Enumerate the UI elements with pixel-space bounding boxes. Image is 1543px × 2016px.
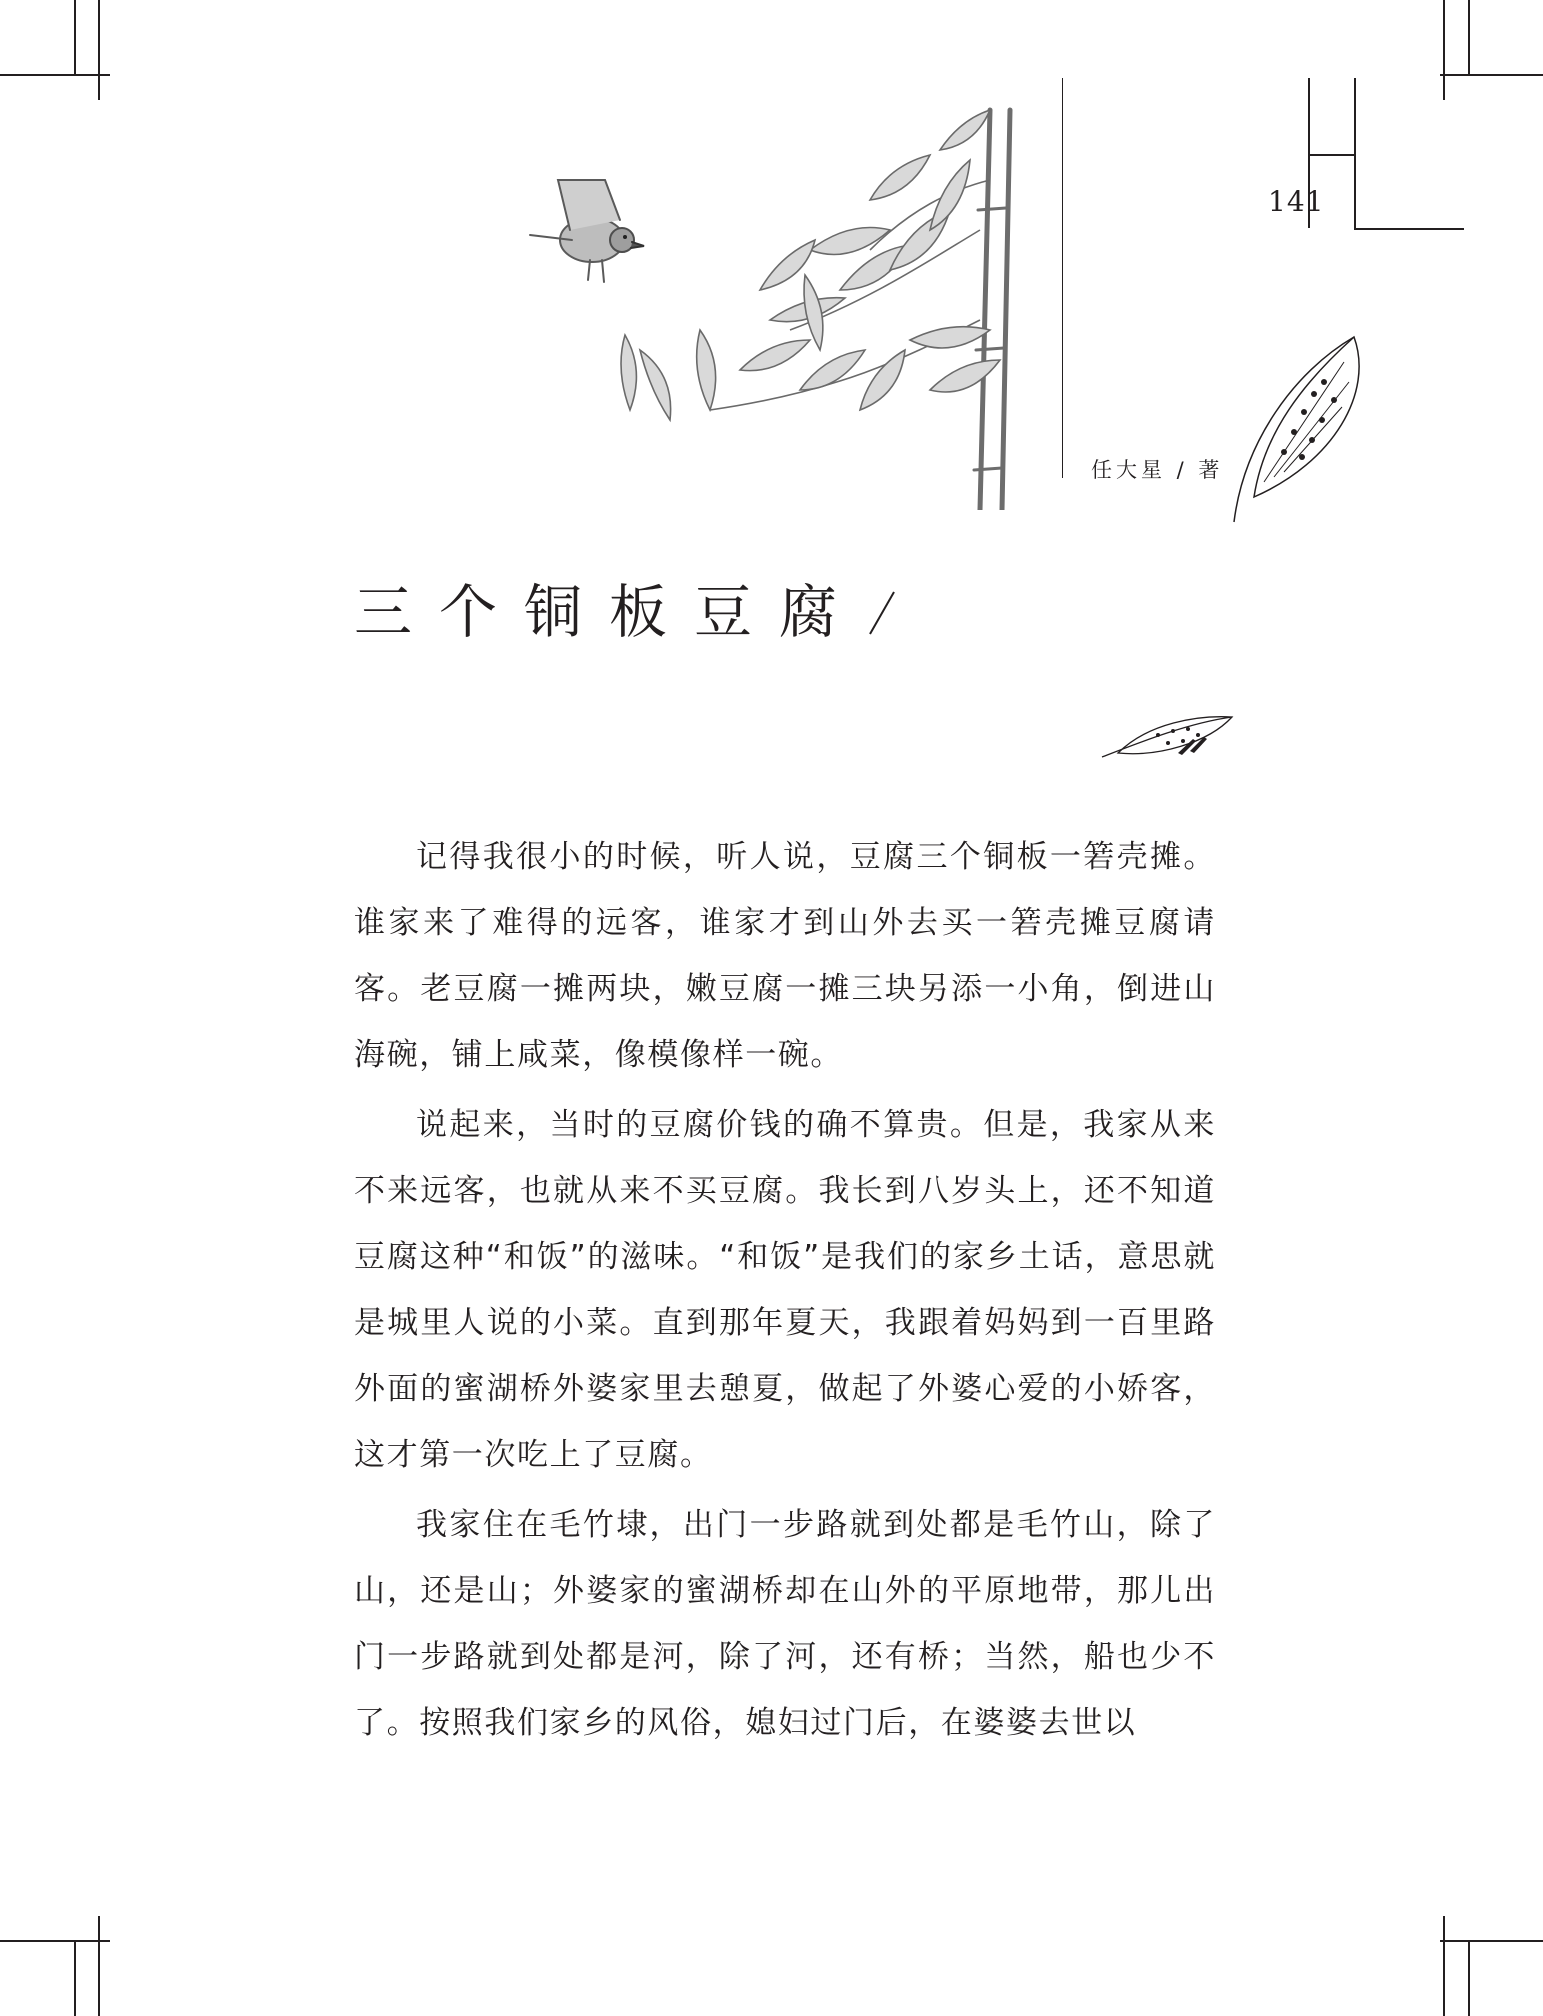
crop-mark [1468,0,1470,76]
crop-mark [1468,1940,1470,2016]
feather-divider-icon [1098,713,1236,761]
crop-mark [1354,78,1356,228]
article-paragraph: 说起来，当时的豆腐价钱的确不算贵。但是，我家从来不来远客，也就从来不买豆腐。我长到八岁头上，还不知道豆腐这种“和饭”的滋味。“和饭”是我们的家乡土话，意思就是城里人说的小菜。直到那年夏天，我跟着妈妈到一百里路外面的蜜湖桥外婆家里去憩夏，做起了外婆心爱的小娇客，这才第一次吃上了豆腐。 [354,1107,1216,1473]
crop-mark [74,0,76,76]
crop-mark [1443,0,1445,100]
article-paragraph: 记得我很小的时候，听人说，豆腐三个铜板一箬壳摊。谁家来了难得的远客，谁家才到山外去买一箬壳摊豆腐请客。老豆腐一摊两块，嫩豆腐一摊三块另添一小角，倒进山海碗，铺上咸菜，像模像样一碗。 [354,839,1216,1073]
crop-mark [0,1940,110,1942]
crop-mark [1443,1916,1445,2016]
article-body [354,824,1216,1756]
crop-mark [1354,228,1464,230]
crop-mark [1440,74,1543,76]
bird-bamboo-illustration [510,90,1062,510]
crop-mark [98,1916,100,2016]
crop-mark [74,1940,76,2016]
crop-mark [1440,1940,1543,1942]
title-slash-mark [868,590,896,636]
article-paragraph: 我家住在毛竹埭，出门一步路就到处都是毛竹山，除了山，还是山；外婆家的蜜湖桥却在山外的平原地带，那儿出门一步路就到处都是河，除了河，还有桥；当然，船也少不了。按照我们家乡的风俗，媳妇过门后，在婆婆去世以 [354,1507,1216,1741]
article-title: 三个铜板豆腐 [354,578,865,646]
author-credit: 任大星 / 著 [1091,458,1224,482]
crop-mark [1308,154,1356,156]
crop-mark [98,0,100,100]
crop-mark [0,74,110,76]
feather-icon [1224,332,1374,532]
page-number: 141 [1268,185,1325,218]
header-rule [1062,78,1063,478]
